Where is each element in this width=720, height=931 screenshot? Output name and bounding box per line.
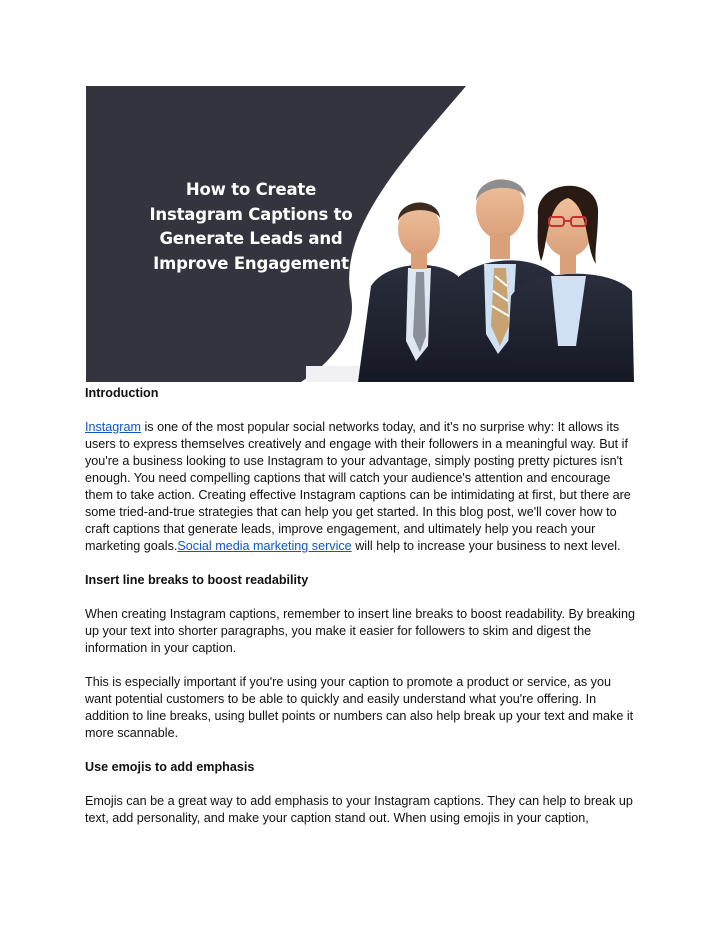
intro-text-end: will help to increase your business to next level. <box>351 539 621 553</box>
instagram-link[interactable]: Instagram <box>85 420 141 434</box>
banner-title-line: How to Create <box>185 180 317 199</box>
section1-paragraph-2: This is especially important if you're using your caption to promote a product or service, as you want potential customers to be able to quickly and easily understand what you're offering. In addition to line breaks, using bullet points or numbers can also help break up your text and make it more scannable. <box>85 675 634 740</box>
section1-paragraph-1: When creating Instagram captions, remember to insert line breaks to boost readability. By breaking up your text into shorter paragraphs, you make it easier for followers to skim and digest the information in your caption. <box>85 607 635 655</box>
banner-title <box>86 178 416 276</box>
banner-title-line: Improve Engagement <box>153 253 349 273</box>
section-heading-emojis: Use emojis to add emphasis <box>85 760 255 774</box>
social-media-marketing-link[interactable]: Social media marketing service <box>177 539 352 553</box>
intro-paragraph <box>85 419 637 555</box>
article-body <box>85 385 637 844</box>
banner-title-line: Generate Leads and <box>159 229 343 248</box>
banner-title-line: Instagram Captions to <box>149 204 353 224</box>
section-heading-line-breaks: Insert line breaks to boost readability <box>85 573 309 587</box>
section2-paragraph-1: Emojis can be a great way to add emphasis to your Instagram captions. They can help to break up text, add personality, and make your caption stand out. When using emojis in your caption, <box>85 794 633 825</box>
intro-text: is one of the most popular social networks today, and it's no surprise why: It allows its users to express themselves creatively and engage with their followers in a meaningful way. But if you're a business looking to use Instagram to your advantage, simply posting pretty pictures isn't enough. You need compelling captions that will catch your audience's attention and encourage them to take action. Creating effective Instagram captions can be intimidating at first, but there are some tried-and-true strategies that can help you get started. In this blog post, we'll cover how to craft captions that generate leads, improve engagement, and ultimately help you reach your marketing goals. <box>85 420 631 553</box>
hero-banner <box>86 86 634 382</box>
intro-heading: Introduction <box>85 386 159 400</box>
